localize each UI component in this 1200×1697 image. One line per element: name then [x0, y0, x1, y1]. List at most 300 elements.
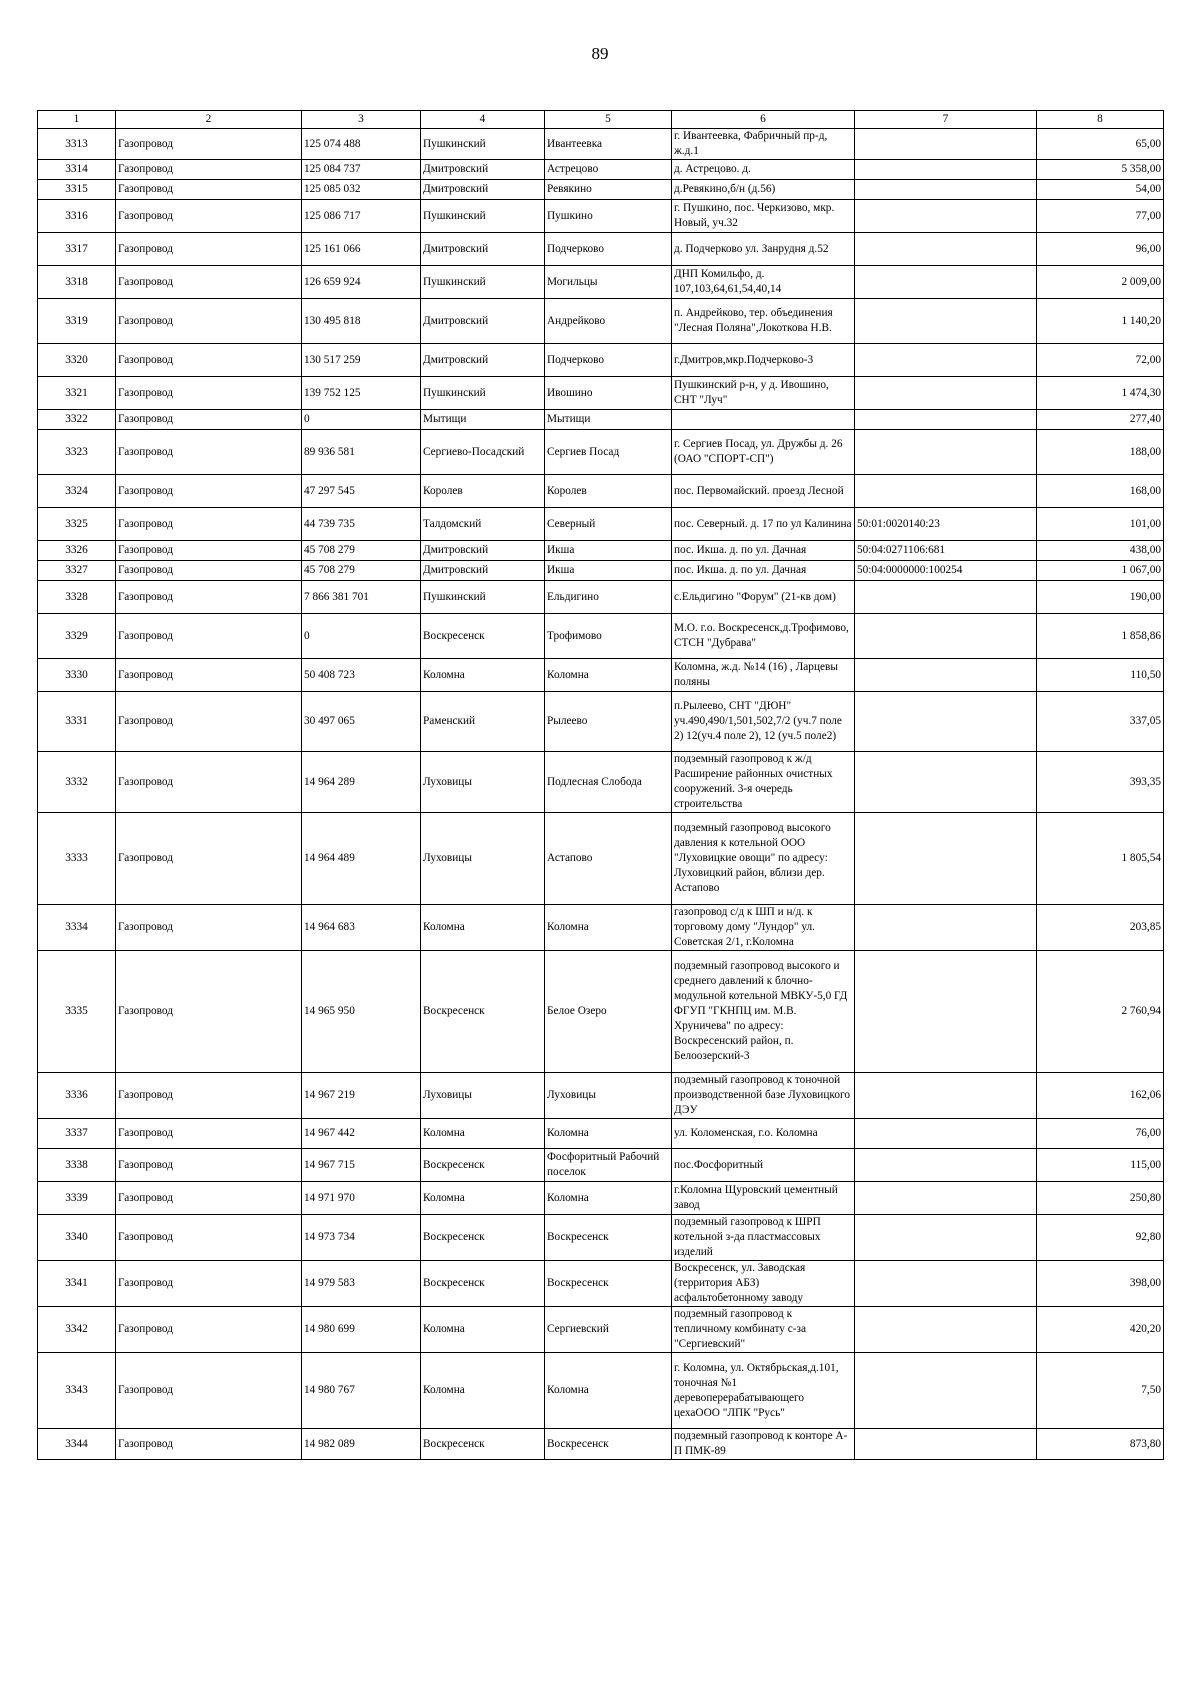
- cell-col-5: Ельдигино: [545, 581, 672, 614]
- cell-col-3: 30 497 065: [302, 692, 421, 752]
- cell-col-8: 277,40: [1037, 410, 1164, 430]
- cell-col-1: 3320: [38, 344, 116, 377]
- cell-col-7: [855, 1429, 1037, 1460]
- cell-col-7: 50:04:0271106:681: [855, 541, 1037, 561]
- cell-col-4: Дмитровский: [421, 160, 545, 180]
- cell-col-3: 125 074 488: [302, 129, 421, 160]
- table-row: [38, 160, 1164, 180]
- cell-col-6: подземный газопровод к ж/д Расширение районных очистных сооружений. 3-я очередь строительства: [672, 752, 855, 813]
- cell-col-3: 14 971 970: [302, 1182, 421, 1215]
- cell-col-1: 3342: [38, 1307, 116, 1353]
- cell-col-8: 162,06: [1037, 1073, 1164, 1119]
- cell-col-1: 3333: [38, 813, 116, 905]
- table-row: [38, 561, 1164, 581]
- cell-col-7: [855, 813, 1037, 905]
- cell-col-6: с.Ельдигино "Форум" (21-кв дом): [672, 581, 855, 614]
- cell-col-1: 3338: [38, 1149, 116, 1182]
- cell-col-8: 337,05: [1037, 692, 1164, 752]
- cell-col-5: Коломна: [545, 659, 672, 692]
- cell-col-3: 47 297 545: [302, 475, 421, 508]
- cell-col-8: 65,00: [1037, 129, 1164, 160]
- cell-col-2: Газопровод: [116, 1261, 302, 1307]
- cell-col-4: Дмитровский: [421, 180, 545, 200]
- cell-col-8: 250,80: [1037, 1182, 1164, 1215]
- cell-col-7: [855, 266, 1037, 299]
- cell-col-7: [855, 200, 1037, 233]
- cell-col-5: Сергиев Посад: [545, 430, 672, 475]
- table-row: [38, 200, 1164, 233]
- cell-col-3: 0: [302, 614, 421, 659]
- cell-col-8: 1 805,54: [1037, 813, 1164, 905]
- cell-col-2: Газопровод: [116, 1149, 302, 1182]
- cell-col-1: 3317: [38, 233, 116, 266]
- cell-col-1: 3341: [38, 1261, 116, 1307]
- cell-col-8: 115,00: [1037, 1149, 1164, 1182]
- table-row: [38, 410, 1164, 430]
- cell-col-7: [855, 344, 1037, 377]
- cell-col-7: [855, 430, 1037, 475]
- cell-col-3: 14 965 950: [302, 951, 421, 1073]
- cell-col-2: Газопровод: [116, 180, 302, 200]
- cell-col-8: 96,00: [1037, 233, 1164, 266]
- cell-col-7: 50:01:0020140:23: [855, 508, 1037, 541]
- cell-col-8: 1 474,30: [1037, 377, 1164, 410]
- table-row: [38, 180, 1164, 200]
- cell-col-3: 14 982 089: [302, 1429, 421, 1460]
- cell-col-3: 14 964 289: [302, 752, 421, 813]
- cell-col-2: Газопровод: [116, 129, 302, 160]
- cell-col-6: М.О. г.о. Воскресенск,д.Трофимово, СТСН "Дубрава": [672, 614, 855, 659]
- cell-col-1: 3332: [38, 752, 116, 813]
- cell-col-1: 3318: [38, 266, 116, 299]
- cell-col-1: 3340: [38, 1215, 116, 1261]
- cell-col-8: 393,35: [1037, 752, 1164, 813]
- cell-col-5: Белое Озеро: [545, 951, 672, 1073]
- cell-col-1: 3322: [38, 410, 116, 430]
- cell-col-5: Рылеево: [545, 692, 672, 752]
- cell-col-2: Газопровод: [116, 951, 302, 1073]
- cell-col-2: Газопровод: [116, 905, 302, 951]
- cell-col-4: Дмитровский: [421, 299, 545, 344]
- cell-col-3: 125 084 737: [302, 160, 421, 180]
- cell-col-3: 89 936 581: [302, 430, 421, 475]
- cell-col-5: Ивантеевка: [545, 129, 672, 160]
- cell-col-4: Воскресенск: [421, 951, 545, 1073]
- cell-col-6: г. Ивантеевка, Фабричный пр-д, ж.д.1: [672, 129, 855, 160]
- cell-col-7: [855, 1307, 1037, 1353]
- cell-col-6: г.Коломна Щуровский цементный завод: [672, 1182, 855, 1215]
- cell-col-6: подземный газопровод к конторе А-П ПМК-89: [672, 1429, 855, 1460]
- cell-col-2: Газопровод: [116, 561, 302, 581]
- cell-col-1: 3344: [38, 1429, 116, 1460]
- cell-col-8: 873,80: [1037, 1429, 1164, 1460]
- cell-col-1: 3339: [38, 1182, 116, 1215]
- cell-col-2: Газопровод: [116, 1307, 302, 1353]
- cell-col-4: Пушкинский: [421, 200, 545, 233]
- column-header-3: 3: [302, 111, 421, 129]
- cell-col-5: Воскресенск: [545, 1429, 672, 1460]
- cell-col-7: [855, 377, 1037, 410]
- cell-col-3: 130 517 259: [302, 344, 421, 377]
- cell-col-5: Королев: [545, 475, 672, 508]
- cell-col-1: 3329: [38, 614, 116, 659]
- cell-col-2: Газопровод: [116, 752, 302, 813]
- cell-col-8: 203,85: [1037, 905, 1164, 951]
- cell-col-3: 0: [302, 410, 421, 430]
- cell-col-2: Газопровод: [116, 1215, 302, 1261]
- cell-col-3: 126 659 924: [302, 266, 421, 299]
- cell-col-6: подземный газопровод высокого и среднего давлений к блочно-модульной котельной МВКУ-5,0 ГД ФГУП "ГКНПЦ им. М.В. Хруничева" по адресу: Воскресенский район, п. Белоозерский-3: [672, 951, 855, 1073]
- column-header-6: 6: [672, 111, 855, 129]
- table-row: [38, 299, 1164, 344]
- cell-col-5: Сергиевский: [545, 1307, 672, 1353]
- cell-col-3: 125 085 032: [302, 180, 421, 200]
- cell-col-8: 2 009,00: [1037, 266, 1164, 299]
- table-row: [38, 614, 1164, 659]
- cell-col-6: подземный газопровод к ШРП котельной з-да пластмассовых изделий: [672, 1215, 855, 1261]
- cell-col-8: 110,50: [1037, 659, 1164, 692]
- cell-col-3: 125 086 717: [302, 200, 421, 233]
- cell-col-1: 3330: [38, 659, 116, 692]
- cell-col-6: пос. Икша. д. по ул. Дачная: [672, 561, 855, 581]
- cell-col-5: Икша: [545, 541, 672, 561]
- column-header-5: 5: [545, 111, 672, 129]
- cell-col-5: Фосфоритный Рабочий поселок: [545, 1149, 672, 1182]
- cell-col-8: 438,00: [1037, 541, 1164, 561]
- cell-col-7: [855, 475, 1037, 508]
- cell-col-6: д.Ревякино,б/н (д.56): [672, 180, 855, 200]
- cell-col-8: 7,50: [1037, 1353, 1164, 1429]
- cell-col-6: газопровод с/д к ШП и н/д. к торговому дому "Лундор" ул. Советская 2/1, г.Коломна: [672, 905, 855, 951]
- cell-col-8: 101,00: [1037, 508, 1164, 541]
- cell-col-6: Воскресенск, ул. Заводская (территория АБЗ) асфальтобетонному заводу: [672, 1261, 855, 1307]
- cell-col-3: 14 967 442: [302, 1119, 421, 1149]
- cell-col-3: 14 967 715: [302, 1149, 421, 1182]
- table-row: [38, 813, 1164, 905]
- cell-col-1: 3343: [38, 1353, 116, 1429]
- cell-col-6: д. Астрецово. д.: [672, 160, 855, 180]
- table-row: [38, 1073, 1164, 1119]
- cell-col-3: 50 408 723: [302, 659, 421, 692]
- cell-col-2: Газопровод: [116, 233, 302, 266]
- cell-col-1: 3336: [38, 1073, 116, 1119]
- cell-col-6: подземный газопровод к тепличному комбинату с-за "Сергиевский": [672, 1307, 855, 1353]
- cell-col-7: [855, 1215, 1037, 1261]
- table-row: [38, 129, 1164, 160]
- cell-col-3: 139 752 125: [302, 377, 421, 410]
- cell-col-7: [855, 129, 1037, 160]
- cell-col-5: Икша: [545, 561, 672, 581]
- cell-col-4: Пушкинский: [421, 581, 545, 614]
- cell-col-4: Пушкинский: [421, 377, 545, 410]
- cell-col-5: Воскресенск: [545, 1261, 672, 1307]
- cell-col-7: [855, 692, 1037, 752]
- cell-col-4: Дмитровский: [421, 344, 545, 377]
- header-row: [38, 111, 1164, 129]
- table-row: [38, 1307, 1164, 1353]
- cell-col-2: Газопровод: [116, 1119, 302, 1149]
- cell-col-6: г.Дмитров,мкр.Подчерково-3: [672, 344, 855, 377]
- cell-col-4: Коломна: [421, 1353, 545, 1429]
- cell-col-7: [855, 659, 1037, 692]
- cell-col-1: 3323: [38, 430, 116, 475]
- cell-col-1: 3324: [38, 475, 116, 508]
- cell-col-5: Ревякино: [545, 180, 672, 200]
- cell-col-3: 14 980 767: [302, 1353, 421, 1429]
- cell-col-7: [855, 1073, 1037, 1119]
- cell-col-7: [855, 299, 1037, 344]
- cell-col-4: Воскресенск: [421, 1429, 545, 1460]
- cell-col-6: г. Пушкино, пос. Черкизово, мкр. Новый, уч.32: [672, 200, 855, 233]
- cell-col-1: 3327: [38, 561, 116, 581]
- cell-col-7: [855, 410, 1037, 430]
- cell-col-5: Ивошино: [545, 377, 672, 410]
- cell-col-5: Коломна: [545, 1182, 672, 1215]
- cell-col-5: Коломна: [545, 1119, 672, 1149]
- cell-col-6: подземный газопровод к тоночной производственной базе Луховицкого ДЭУ: [672, 1073, 855, 1119]
- cell-col-3: 14 973 734: [302, 1215, 421, 1261]
- cell-col-2: Газопровод: [116, 541, 302, 561]
- table-row: [38, 1353, 1164, 1429]
- cell-col-4: Дмитровский: [421, 233, 545, 266]
- table-row: [38, 905, 1164, 951]
- cell-col-3: 14 967 219: [302, 1073, 421, 1119]
- cell-col-4: Сергиево-Посадский: [421, 430, 545, 475]
- cell-col-8: 77,00: [1037, 200, 1164, 233]
- cell-col-4: Воскресенск: [421, 614, 545, 659]
- cell-col-7: [855, 614, 1037, 659]
- cell-col-5: Астрецово: [545, 160, 672, 180]
- cell-col-1: 3335: [38, 951, 116, 1073]
- cell-col-1: 3313: [38, 129, 116, 160]
- cell-col-5: Коломна: [545, 1353, 672, 1429]
- cell-col-8: 420,20: [1037, 1307, 1164, 1353]
- cell-col-5: Подлесная Слобода: [545, 752, 672, 813]
- cell-col-7: [855, 180, 1037, 200]
- cell-col-7: [855, 1353, 1037, 1429]
- cell-col-5: Трофимово: [545, 614, 672, 659]
- table-row: [38, 1215, 1164, 1261]
- cell-col-6: п.Рылеево, СНТ "ДЮН" уч.490,490/1,501,502,7/2 (уч.7 поле 2) 12(уч.4 поле 2), 12 (уч.5 поле2): [672, 692, 855, 752]
- cell-col-2: Газопровод: [116, 200, 302, 233]
- cell-col-8: 398,00: [1037, 1261, 1164, 1307]
- table-row: [38, 659, 1164, 692]
- cell-col-5: Подчерково: [545, 233, 672, 266]
- cell-col-6: г. Сергиев Посад, ул. Дружбы д. 26 (ОАО "СПОРТ-СП"): [672, 430, 855, 475]
- cell-col-4: Коломна: [421, 659, 545, 692]
- cell-col-4: Дмитровский: [421, 561, 545, 581]
- cell-col-2: Газопровод: [116, 1182, 302, 1215]
- cell-col-6: пос.Фосфоритный: [672, 1149, 855, 1182]
- cell-col-7: [855, 160, 1037, 180]
- table-row: [38, 233, 1164, 266]
- table-row: [38, 430, 1164, 475]
- cell-col-4: Мытищи: [421, 410, 545, 430]
- cell-col-4: Пушкинский: [421, 266, 545, 299]
- cell-col-4: Воскресенск: [421, 1261, 545, 1307]
- cell-col-2: Газопровод: [116, 614, 302, 659]
- table-row: [38, 377, 1164, 410]
- cell-col-6: [672, 410, 855, 430]
- cell-col-4: Воскресенск: [421, 1215, 545, 1261]
- cell-col-4: Дмитровский: [421, 541, 545, 561]
- column-header-8: 8: [1037, 111, 1164, 129]
- cell-col-7: [855, 581, 1037, 614]
- cell-col-6: п. Андрейково, тер. объединения "Лесная Поляна",Локоткова Н.В.: [672, 299, 855, 344]
- table-row: [38, 541, 1164, 561]
- cell-col-7: [855, 1182, 1037, 1215]
- cell-col-2: Газопровод: [116, 1073, 302, 1119]
- cell-col-1: 3331: [38, 692, 116, 752]
- cell-col-2: Газопровод: [116, 266, 302, 299]
- cell-col-4: Луховицы: [421, 813, 545, 905]
- cell-col-3: 14 980 699: [302, 1307, 421, 1353]
- cell-col-2: Газопровод: [116, 813, 302, 905]
- cell-col-3: 45 708 279: [302, 561, 421, 581]
- column-header-7: 7: [855, 111, 1037, 129]
- registry-table: [37, 110, 1164, 1460]
- cell-col-5: Астапово: [545, 813, 672, 905]
- cell-col-1: 3326: [38, 541, 116, 561]
- cell-col-2: Газопровод: [116, 508, 302, 541]
- cell-col-4: Коломна: [421, 1182, 545, 1215]
- cell-col-6: Пушкинский р-н, у д. Ивошино, СНТ "Луч": [672, 377, 855, 410]
- cell-col-6: пос. Икша. д. по ул. Дачная: [672, 541, 855, 561]
- cell-col-6: подземный газопровод высокого давления к котельной ООО "Луховицкие овощи" по адресу: Луховицкий район, вблизи дер. Астапово: [672, 813, 855, 905]
- cell-col-1: 3328: [38, 581, 116, 614]
- cell-col-3: 14 979 583: [302, 1261, 421, 1307]
- cell-col-2: Газопровод: [116, 344, 302, 377]
- table-row: [38, 508, 1164, 541]
- cell-col-1: 3314: [38, 160, 116, 180]
- cell-col-4: Талдомский: [421, 508, 545, 541]
- cell-col-8: 2 760,94: [1037, 951, 1164, 1073]
- cell-col-3: 45 708 279: [302, 541, 421, 561]
- cell-col-1: 3337: [38, 1119, 116, 1149]
- cell-col-2: Газопровод: [116, 299, 302, 344]
- cell-col-3: 44 739 735: [302, 508, 421, 541]
- cell-col-4: Пушкинский: [421, 129, 545, 160]
- cell-col-8: 5 358,00: [1037, 160, 1164, 180]
- table-row: [38, 266, 1164, 299]
- cell-col-3: 125 161 066: [302, 233, 421, 266]
- cell-col-8: 76,00: [1037, 1119, 1164, 1149]
- table-row: [38, 475, 1164, 508]
- column-header-4: 4: [421, 111, 545, 129]
- cell-col-5: Коломна: [545, 905, 672, 951]
- cell-col-3: 14 964 489: [302, 813, 421, 905]
- cell-col-6: ул. Коломенская, г.о. Коломна: [672, 1119, 855, 1149]
- cell-col-5: Северный: [545, 508, 672, 541]
- cell-col-8: 92,80: [1037, 1215, 1164, 1261]
- table-row: [38, 692, 1164, 752]
- column-header-2: 2: [116, 111, 302, 129]
- cell-col-5: Могильцы: [545, 266, 672, 299]
- cell-col-2: Газопровод: [116, 430, 302, 475]
- column-header-1: 1: [38, 111, 116, 129]
- cell-col-8: 168,00: [1037, 475, 1164, 508]
- cell-col-6: д. Подчерково ул. Занрудня д.52: [672, 233, 855, 266]
- cell-col-6: пос. Первомайский. проезд Лесной: [672, 475, 855, 508]
- cell-col-2: Газопровод: [116, 692, 302, 752]
- cell-col-4: Луховицы: [421, 752, 545, 813]
- cell-col-7: [855, 951, 1037, 1073]
- cell-col-6: Коломна, ж.д. №14 (16) , Ларцевы поляны: [672, 659, 855, 692]
- cell-col-2: Газопровод: [116, 160, 302, 180]
- table-body: [38, 129, 1164, 1460]
- cell-col-7: [855, 1149, 1037, 1182]
- cell-col-3: 14 964 683: [302, 905, 421, 951]
- cell-col-7: 50:04:0000000:100254: [855, 561, 1037, 581]
- cell-col-5: Андрейково: [545, 299, 672, 344]
- cell-col-8: 190,00: [1037, 581, 1164, 614]
- cell-col-1: 3319: [38, 299, 116, 344]
- cell-col-3: 7 866 381 701: [302, 581, 421, 614]
- cell-col-8: 54,00: [1037, 180, 1164, 200]
- cell-col-5: Пушкино: [545, 200, 672, 233]
- table-row: [38, 1182, 1164, 1215]
- table-row: [38, 1261, 1164, 1307]
- cell-col-8: 72,00: [1037, 344, 1164, 377]
- page-number: 89: [591, 44, 609, 63]
- cell-col-7: [855, 233, 1037, 266]
- cell-col-4: Коломна: [421, 905, 545, 951]
- cell-col-7: [855, 1119, 1037, 1149]
- cell-col-2: Газопровод: [116, 1353, 302, 1429]
- cell-col-4: Коломна: [421, 1119, 545, 1149]
- table-row: [38, 581, 1164, 614]
- cell-col-4: Раменский: [421, 692, 545, 752]
- cell-col-4: Воскресенск: [421, 1149, 545, 1182]
- cell-col-1: 3321: [38, 377, 116, 410]
- table-row: [38, 1149, 1164, 1182]
- cell-col-6: ДНП Комильфо, д. 107,103,64,61,54,40,14: [672, 266, 855, 299]
- cell-col-5: Луховицы: [545, 1073, 672, 1119]
- cell-col-4: Луховицы: [421, 1073, 545, 1119]
- cell-col-2: Газопровод: [116, 475, 302, 508]
- table-row: [38, 1429, 1164, 1460]
- table-row: [38, 1119, 1164, 1149]
- cell-col-6: пос. Северный. д. 17 по ул Калинина: [672, 508, 855, 541]
- cell-col-3: 130 495 818: [302, 299, 421, 344]
- cell-col-8: 1 067,00: [1037, 561, 1164, 581]
- cell-col-1: 3315: [38, 180, 116, 200]
- cell-col-2: Газопровод: [116, 581, 302, 614]
- cell-col-8: 1 140,20: [1037, 299, 1164, 344]
- cell-col-1: 3316: [38, 200, 116, 233]
- cell-col-6: г. Коломна, ул. Октябрьская,д.101, тоночная №1 деревоперерабатывающего цехаООО "ЛПК "Русь": [672, 1353, 855, 1429]
- cell-col-2: Газопровод: [116, 410, 302, 430]
- table-row: [38, 752, 1164, 813]
- cell-col-8: 1 858,86: [1037, 614, 1164, 659]
- cell-col-7: [855, 1261, 1037, 1307]
- table-row: [38, 344, 1164, 377]
- cell-col-5: Мытищи: [545, 410, 672, 430]
- cell-col-1: 3325: [38, 508, 116, 541]
- cell-col-7: [855, 752, 1037, 813]
- cell-col-2: Газопровод: [116, 659, 302, 692]
- cell-col-4: Королев: [421, 475, 545, 508]
- cell-col-4: Коломна: [421, 1307, 545, 1353]
- cell-col-5: Воскресенск: [545, 1215, 672, 1261]
- cell-col-5: Подчерково: [545, 344, 672, 377]
- cell-col-1: 3334: [38, 905, 116, 951]
- table-row: [38, 951, 1164, 1073]
- cell-col-7: [855, 905, 1037, 951]
- cell-col-8: 188,00: [1037, 430, 1164, 475]
- cell-col-2: Газопровод: [116, 1429, 302, 1460]
- cell-col-2: Газопровод: [116, 377, 302, 410]
